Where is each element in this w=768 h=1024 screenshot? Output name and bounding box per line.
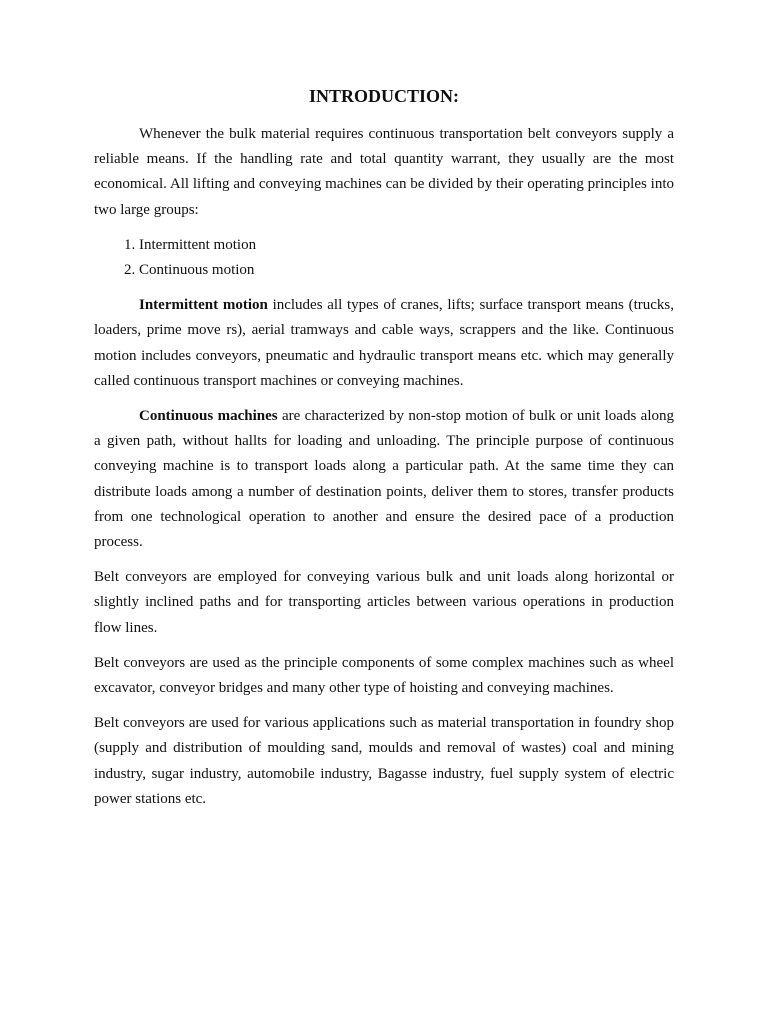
- list-item-intermittent: 1. Intermittent motion: [139, 233, 674, 258]
- continuous-machines-paragraph: [94, 404, 674, 555]
- continuous-machines-term: Continuous machines: [139, 408, 278, 425]
- intermittent-motion-text: includes all types of cranes, lifts; surface transport means (trucks, loaders, prime move rs), aerial tramways and cable ways, scrappers and the like. Continuous motion includes conveyors, pneumatic and hydraulic transport means etc. which may generally called continuous transport machines or conveying machines.: [94, 297, 675, 389]
- continuous-machines-text: are characterized by non-stop motion of bulk or unit loads along a given path, without hallts for loading and unloading. The principle purpose of continuous conveying machine is to transport loads along a particular path. At the same time they can distribute loads among a number of destination points, deliver them to stores, transfer products from one technological operation to another and ensure the desired pace of a production process.: [94, 408, 674, 551]
- page-title: INTRODUCTION:: [308, 86, 459, 106]
- belt-conveyors-employed-paragraph: Belt conveyors are employed for conveying various bulk and unit loads along horizontal or slightly inclined paths and for transporting articles between various operations in production flow lines.: [94, 569, 674, 636]
- belt-conveyors-components-paragraph: Belt conveyors are used as the principle components of some complex machines such as wheel excavator, conveyor bridges and many other type of hoisting and conveying machines.: [94, 654, 674, 697]
- list-item-continuous: 2. Continuous motion: [139, 258, 674, 283]
- intermittent-motion-paragraph: [94, 293, 674, 394]
- intermittent-motion-term: Intermittent motion: [139, 297, 268, 314]
- motion-groups-list: [94, 233, 674, 283]
- intro-paragraph: Whenever the bulk material requires continuous transportation belt conveyors supply a reliable means. If the handling rate and total quantity warrant, they usually are the most economical. All lifting and conveying machines can be divided by their operating principles into two large groups:: [94, 126, 674, 218]
- belt-conveyors-applications-paragraph: Belt conveyors are used for various applications such as material transportation in foundry shop (supply and distribution of moulding sand, moulds and removal of wastes) coal and mining industry, sugar industry, automobile industry, Bagasse industry, fuel supply system of electric power stations etc.: [94, 715, 674, 807]
